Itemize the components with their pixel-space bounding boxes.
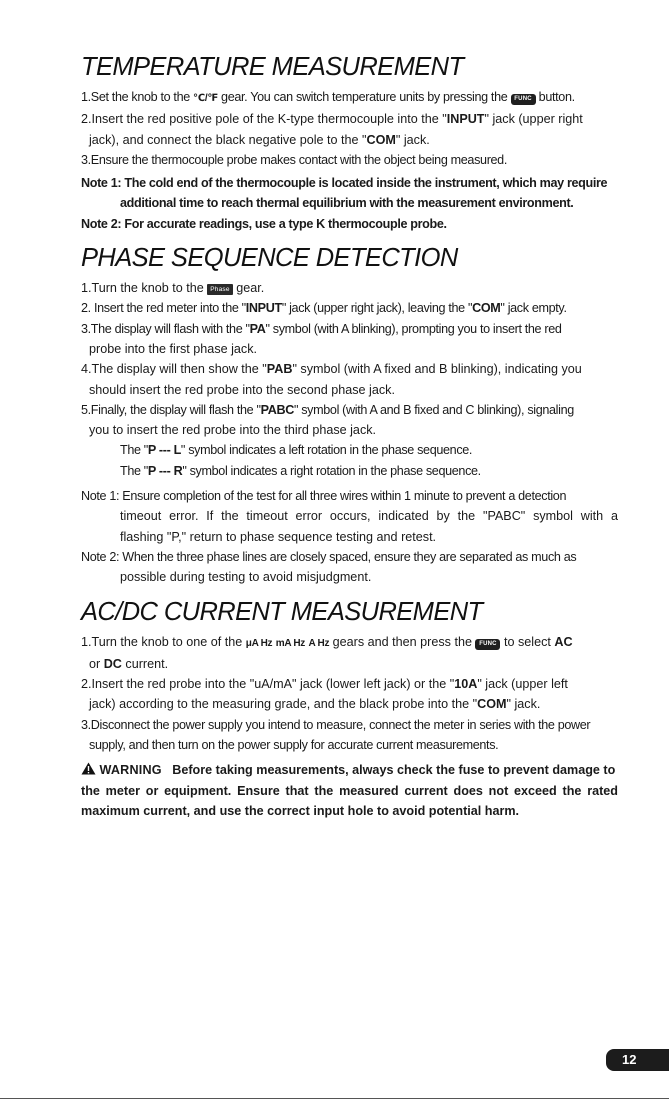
acdc-step-3-cont: supply, and then turn on the power supply for accurate current measurements. — [89, 738, 499, 753]
milli-amp-hz-icon: mA Hz — [275, 637, 305, 649]
acdc-step-1-cont: or DC current. — [89, 656, 169, 671]
acdc-step-3: 3.Disconnect the power supply you intend to measure, connect the meter in series with the power — [81, 717, 591, 732]
celsius-fahrenheit-icon: ℃/℉ — [193, 93, 218, 104]
phase-step-1: 1.Turn the knob to the Phase gear. — [81, 281, 265, 296]
phase-step-3-cont: probe into the first phase jack. — [89, 341, 258, 356]
phase-step-4: 4.The display will then show the "PAB" symbol (with A fixed and B blinking), indicating you — [81, 362, 582, 377]
page-number: 12 — [606, 1049, 669, 1071]
phase-step-4-cont: should insert the red probe into the second phase jack. — [89, 382, 395, 397]
phase-step-5-cont: you to insert the red probe into the third phase jack. — [89, 423, 377, 438]
amp-hz-icon: A Hz — [308, 637, 330, 649]
phase-note-1: Note 1: Ensure completion of the test for all three wires within 1 minute to prevent a detection — [81, 489, 567, 504]
temp-note-2: Note 2: For accurate readings, use a type K thermocouple probe. — [81, 216, 447, 231]
acdc-warning-cont: the meter or equipment. Ensure that the measured current does not exceed the rated — [81, 783, 618, 798]
section-title-temperature: TEMPERATURE MEASUREMENT — [81, 53, 464, 81]
phase-right-rotation: The "P --- R" symbol indicates a right rotation in the phase sequence. — [120, 463, 481, 478]
func-button-icon: FUNC — [475, 639, 500, 650]
acdc-step-2: 2.Insert the red probe into the "uA/mA" jack (lower left jack) or the "10A" jack (upper left — [81, 677, 568, 692]
phase-step-5: 5.Finally, the display will flash the "PABC" symbol (with A and B fixed and C blinking), signaling — [81, 402, 574, 417]
phase-left-rotation: The "P --- L" symbol indicates a left rotation in the phase sequence. — [120, 443, 473, 458]
phase-step-3: 3.The display will flash with the "PA" symbol (with A blinking), prompting you to insert the red — [81, 321, 562, 336]
temp-step-3: 3.Ensure the thermocouple probe makes contact with the object being measured. — [81, 152, 507, 167]
acdc-warning-cont-2: maximum current, and use the correct input hole to avoid potential harm. — [81, 803, 520, 818]
func-button-icon: FUNC — [511, 94, 536, 105]
footer-rule — [0, 1098, 669, 1099]
temp-note-1-cont: additional time to reach thermal equilibrium with the measurement environment. — [120, 196, 574, 211]
phase-note-2: Note 2: When the three phase lines are closely spaced, ensure they are separated as much as — [81, 549, 577, 564]
temp-step-2-cont: jack), and connect the black negative pole to the "COM" jack. — [89, 132, 430, 147]
section-title-acdc-current: AC/DC CURRENT MEASUREMENT — [81, 597, 483, 626]
section-title-phase-sequence: PHASE SEQUENCE DETECTION — [81, 244, 458, 273]
acdc-step-1: 1.Turn the knob to one of the μA Hz mA Hz A Hz gears and then press the FUNC to select AC — [81, 634, 573, 649]
phase-note-2-cont: possible during testing to avoid misjudgment. — [120, 570, 372, 585]
phase-note-1-cont: timeout error. If the timeout error occurs, indicated by the "PABC" symbol with a — [120, 509, 618, 524]
acdc-step-2-cont: jack) according to the measuring grade, and the black probe into the "COM" jack. — [89, 697, 541, 712]
phase-note-1-cont-2: flashing "P," return to phase sequence testing and retest. — [120, 529, 437, 544]
acdc-warning: WARNING Before taking measurements, always check the fuse to prevent damage to — [81, 760, 618, 780]
manual-page — [81, 52, 618, 821]
micro-amp-hz-icon: μA Hz — [245, 637, 273, 649]
phase-gear-icon: Phase — [207, 284, 232, 295]
temp-step-1: 1.Set the knob to the ℃/℉ gear. You can switch temperature units by pressing the FUNC button. — [81, 90, 575, 104]
temp-note-1: Note 1: The cold end of the thermocouple is located inside the instrument, which may require — [81, 176, 608, 191]
warning-icon — [81, 762, 96, 775]
phase-step-2: 2. Insert the red meter into the "INPUT" jack (upper right jack), leaving the "COM" jack empty. — [81, 301, 567, 316]
temp-step-2: 2.Insert the red positive pole of the K-type thermocouple into the "INPUT" jack (upper right — [81, 112, 583, 127]
